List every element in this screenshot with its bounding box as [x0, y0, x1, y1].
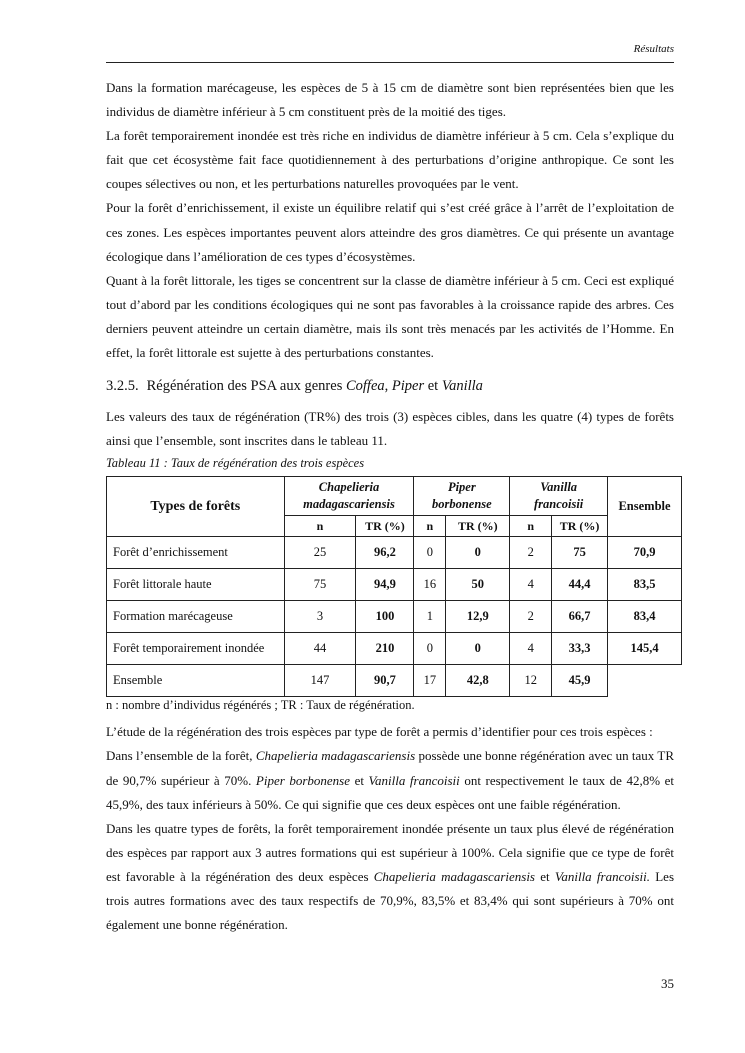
cell-n: 1: [414, 601, 446, 633]
cell-tr: 96,2: [356, 537, 414, 569]
cell-tr: 12,9: [446, 601, 510, 633]
cell-ensemble: 70,9: [608, 537, 682, 569]
cell-tr: 50: [446, 569, 510, 601]
cell-n: 0: [414, 537, 446, 569]
species-name: Vanilla francoisii: [368, 772, 460, 788]
page-number: 35: [661, 976, 674, 991]
subheader-n: n: [284, 516, 356, 537]
text-run: Les trois autres formations avec des taux respectifs de 70,9%, 83,5% et 83,4% qui sont supérieurs à 70% ont également une bonne régénération.: [106, 868, 674, 933]
cell-empty: [608, 665, 682, 697]
table-row-total: [107, 665, 682, 697]
species-line: Vanilla: [540, 480, 578, 495]
cell-n: 2: [510, 537, 552, 569]
cell-n: 4: [510, 569, 552, 601]
cell-tr: 33,3: [552, 633, 608, 665]
cell-n: 2: [510, 601, 552, 633]
paragraph: Dans la formation marécageuse, les espèces de 5 à 15 cm de diamètre sont bien représentées bien que les individus de diamètre inférieur à 5 cm constituent près de la moitié des tiges.: [106, 80, 674, 120]
table-row: [107, 569, 682, 601]
row-label: Formation marécageuse: [107, 601, 285, 633]
paragraph: La forêt temporairement inondée est très riche en individus de diamètre inférieur à 5 cm. Cela s’explique du fait que cet écosystème fait face quotidiennement à des perturbations d’origine anthropique. Ce sont les coupes sélectives ou non, et les perturbations naturelles provoquées par le vent.: [106, 128, 674, 192]
cell-tr: 45,9: [552, 665, 608, 697]
genus-name: Coffea: [345, 378, 385, 395]
row-label: Forêt temporairement inondée: [107, 633, 285, 665]
intro-paragraph: Les valeurs des taux de régénération (TR%) des trois (3) espèces cibles, dans les quatre (4) types de forêts ainsi que l’ensemble, sont inscrites dans le tableau 11.: [106, 409, 674, 449]
cell-n: 44: [284, 633, 356, 665]
table-note: n : nombre d’individus régénérés ; TR : Taux de régénération.: [106, 698, 415, 713]
species-line: madagascariensis: [303, 497, 395, 512]
column-header-ensemble: Ensemble: [608, 477, 682, 537]
genus-name: Vanilla: [441, 378, 483, 395]
cell-n: 75: [284, 569, 356, 601]
table-row: [107, 601, 682, 633]
column-header-vanilla: [510, 477, 608, 516]
column-header-piper: [414, 477, 510, 516]
column-header-chapelieria: [284, 477, 414, 516]
row-label: Forêt littorale haute: [107, 569, 285, 601]
running-header: Résultats: [633, 43, 674, 55]
table-row: [107, 633, 682, 665]
cell-tr: 44,4: [552, 569, 608, 601]
paragraph: Pour la forêt d’enrichissement, il existe un équilibre relatif qui s’est créé grâce à l’arrêt de l’exploitation de ces zones. Les espèces importantes peuvent alors atteindre des gros diamètres. Ce qui présente un avantage écologique dans l’amélioration de ces types d’écosystèmes.: [106, 200, 674, 264]
species-name: Chapelieria madagascariensis: [373, 868, 535, 884]
cell-tr: 210: [356, 633, 414, 665]
cell-tr: 0: [446, 537, 510, 569]
cell-tr: 94,9: [356, 569, 414, 601]
paragraph: [106, 817, 674, 937]
row-label: Ensemble: [107, 665, 285, 697]
cell-n: 12: [510, 665, 552, 697]
separator: et: [424, 378, 442, 395]
cell-n: 0: [414, 633, 446, 665]
table-header-row: [107, 477, 682, 516]
separator: ,: [384, 378, 392, 395]
subheader-tr: TR (%): [552, 516, 608, 537]
header-rule: [106, 62, 674, 63]
cell-n: 16: [414, 569, 446, 601]
section-title: Régénération des PSA aux genres: [146, 378, 346, 395]
text-run: possède une bonne régénération avec un taux TR de 90,7% supérieur à 70%.: [106, 748, 674, 788]
cell-n: 4: [510, 633, 552, 665]
paragraph: Quant à la forêt littorale, les tiges se concentrent sur la classe de diamètre inférieur à 5 cm. Ceci est expliqué tout d’abord par les conditions écologiques qui ne sont pas favorables à la croissance rapide des arbres. Ces derniers peuvent atteindre un certain diamètre, mais ils sont très menacés par les activités de l’Homme. En effet, la forêt littorale est sujette à des perturbations constantes.: [106, 272, 674, 361]
subheader-tr: TR (%): [356, 516, 414, 537]
table-caption: Tableau 11 : Taux de régénération des trois espèces: [106, 456, 365, 471]
regeneration-table: [106, 476, 682, 697]
species-line: Chapelieria: [318, 480, 380, 495]
cell-tr: 75: [552, 537, 608, 569]
page-content: [106, 76, 674, 937]
text-run: Dans l’ensemble de la forêt,: [106, 748, 256, 764]
section-number: 3.2.5.: [106, 378, 139, 395]
species-line: Piper: [447, 480, 476, 495]
species-name: Chapelieria madagascariensis: [255, 748, 416, 764]
section-heading: [106, 373, 674, 399]
cell-tr: 0: [446, 633, 510, 665]
row-label: Forêt d’enrichissement: [107, 537, 285, 569]
cell-n: 17: [414, 665, 446, 697]
text-run: ont respectivement le taux de 42,8% et 45,9%, des taux inférieurs à 50%. Ce qui signifie que ces deux espèces ont une faible régénération.: [106, 772, 674, 812]
subheader-tr: TR (%): [446, 516, 510, 537]
cell-ensemble: 83,4: [608, 601, 682, 633]
species-name: Piper borbonense: [255, 772, 350, 788]
species-line: francoisii: [533, 497, 584, 512]
cell-tr: 42,8: [446, 665, 510, 697]
cell-tr: 90,7: [356, 665, 414, 697]
text-run: Dans les quatre types de forêts, la forêt temporairement inondée présente un taux plus élevé de régénération des espèces par rapport aux 3 autres formations qui est supérieur à 100%. Cela signifie que ce type de forêt est favorable à la régénération des deux espèces: [106, 820, 674, 884]
column-header-types: Types de forêts: [107, 477, 285, 537]
cell-ensemble: 145,4: [608, 633, 682, 665]
text-run: et: [535, 868, 555, 884]
paragraph: L’étude de la régénération des trois espèces par type de forêt a permis d’identifier pour ces trois espèces :: [106, 724, 653, 740]
cell-n: 147: [284, 665, 356, 697]
genus-name: Piper: [391, 378, 425, 395]
cell-ensemble: 83,5: [608, 569, 682, 601]
cell-n: 3: [284, 601, 356, 633]
cell-n: 25: [284, 537, 356, 569]
cell-tr: 66,7: [552, 601, 608, 633]
subheader-n: n: [510, 516, 552, 537]
cell-tr: 100: [356, 601, 414, 633]
table-row: [107, 537, 682, 569]
species-name: Vanilla francoisii.: [554, 868, 650, 884]
species-line: borbonense: [431, 497, 492, 512]
subheader-n: n: [414, 516, 446, 537]
text-run: et: [350, 772, 369, 788]
paragraph: [106, 744, 674, 816]
